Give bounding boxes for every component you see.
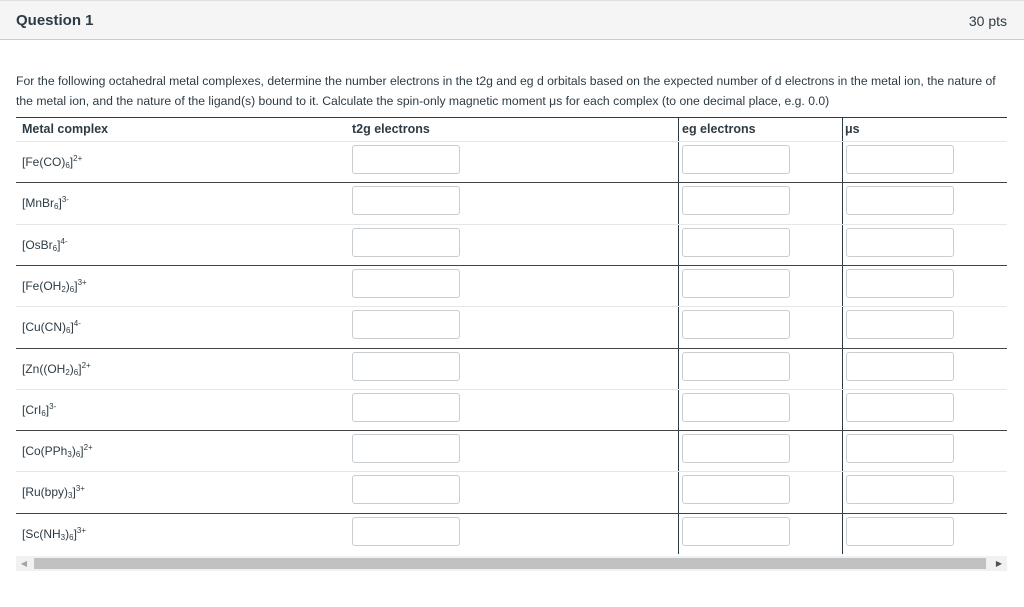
- t2g-input[interactable]: [352, 269, 460, 298]
- mu-input[interactable]: [846, 393, 954, 422]
- horizontal-scrollbar[interactable]: [16, 556, 1007, 571]
- formula-close: ]: [78, 361, 82, 376]
- scroll-left-icon[interactable]: ◀: [20, 559, 28, 568]
- formula-sub1: 3: [68, 491, 73, 501]
- mu-input[interactable]: [846, 228, 954, 257]
- metal-complex-formula: [22, 402, 56, 418]
- header-mu: μs: [845, 122, 860, 136]
- formula-sub1: 3: [67, 450, 72, 460]
- formula-mid: ): [69, 361, 74, 376]
- formula-open: [OsBr: [22, 237, 53, 252]
- formula-charge: 3+: [75, 484, 85, 494]
- question-title: Question 1: [16, 12, 94, 29]
- question-points: 30 pts: [968, 13, 1007, 29]
- formula-sub1: 6: [66, 326, 71, 336]
- formula-charge: 3-: [61, 195, 69, 205]
- mu-input[interactable]: [846, 475, 954, 504]
- mu-input[interactable]: [846, 434, 954, 463]
- mu-input[interactable]: [846, 517, 954, 546]
- question-header: [0, 0, 1024, 40]
- formula-charge: 4-: [60, 236, 68, 246]
- formula-sub1: 6: [65, 161, 70, 170]
- metal-complex-formula: [22, 154, 82, 170]
- eg-input[interactable]: [682, 434, 790, 463]
- formula-open: [Fe(OH: [22, 278, 62, 293]
- t2g-input[interactable]: [352, 434, 460, 463]
- metal-complex-formula: [22, 484, 85, 500]
- formula-mid: ]: [57, 237, 61, 252]
- table-row: [16, 141, 1007, 182]
- t2g-input[interactable]: [352, 186, 460, 215]
- formula-sub2: 6: [73, 367, 79, 377]
- metal-complex-formula: [22, 361, 91, 377]
- table-row: [16, 389, 1007, 430]
- eg-input[interactable]: [682, 269, 790, 298]
- formula-sub1: 2: [61, 284, 66, 294]
- formula-charge: 2+: [73, 154, 83, 163]
- t2g-input[interactable]: [352, 145, 460, 174]
- formula-open: [Cu(CN): [22, 320, 66, 335]
- formula-open: [Ru(bpy): [22, 485, 69, 500]
- header-t2g: t2g electrons: [352, 122, 430, 136]
- formula-open: [CrI: [22, 402, 42, 417]
- metal-complex-formula: [22, 319, 81, 335]
- metal-complex-formula: [22, 195, 69, 211]
- eg-input[interactable]: [682, 393, 790, 422]
- metal-complex-formula: [22, 526, 86, 542]
- formula-mid: ): [65, 526, 70, 541]
- table-row: [16, 471, 1007, 512]
- t2g-input[interactable]: [352, 310, 460, 339]
- scrollbar-thumb[interactable]: [34, 558, 986, 569]
- formula-mid: ]: [69, 155, 74, 169]
- mu-input[interactable]: [846, 352, 954, 381]
- formula-sub1: 2: [65, 367, 70, 377]
- t2g-input[interactable]: [352, 228, 460, 257]
- table-row: [16, 430, 1007, 471]
- eg-input[interactable]: [682, 475, 790, 504]
- formula-mid: ): [71, 444, 76, 459]
- formula-sub1: 6: [54, 202, 59, 212]
- formula-mid: ]: [45, 402, 50, 417]
- formula-close: ]: [80, 444, 84, 459]
- table-row: [16, 306, 1007, 347]
- formula-open: [Zn((OH: [22, 361, 66, 376]
- metal-complex-formula: [22, 443, 93, 459]
- formula-sub1: 3: [60, 532, 66, 542]
- formula-mid: ): [65, 278, 70, 293]
- mu-input[interactable]: [846, 269, 954, 298]
- formula-charge: 3+: [77, 277, 87, 287]
- eg-input[interactable]: [682, 352, 790, 381]
- formula-open: [Sc(NH: [22, 526, 61, 541]
- formula-charge: 3+: [76, 525, 87, 535]
- formula-sub1: 6: [41, 408, 46, 418]
- formula-mid: ]: [70, 320, 74, 335]
- formula-charge: 4-: [73, 319, 81, 329]
- mu-input[interactable]: [846, 310, 954, 339]
- table-row: [16, 513, 1007, 554]
- formula-open: [MnBr: [22, 196, 55, 211]
- formula-mid: ]: [58, 196, 62, 211]
- t2g-input[interactable]: [352, 475, 460, 504]
- table-row: [16, 348, 1007, 389]
- metal-complex-formula: [22, 237, 68, 253]
- formula-close: ]: [74, 278, 78, 293]
- table-row: [16, 265, 1007, 306]
- formula-charge: 2+: [81, 360, 91, 370]
- formula-mid: ]: [72, 485, 76, 500]
- scroll-right-icon[interactable]: ▶: [995, 559, 1003, 568]
- formula-open: [Co(PPh: [22, 444, 68, 459]
- t2g-input[interactable]: [352, 393, 460, 422]
- formula-close: ]: [73, 526, 77, 541]
- metal-complex-formula: [22, 278, 87, 294]
- eg-input[interactable]: [682, 186, 790, 215]
- table-row: [16, 224, 1007, 265]
- eg-input[interactable]: [682, 517, 790, 546]
- formula-sub2: 6: [69, 284, 75, 294]
- formula-sub1: 6: [52, 243, 58, 253]
- formula-charge: 2+: [83, 443, 93, 453]
- formula-sub2: 6: [75, 450, 81, 460]
- mu-input[interactable]: [846, 186, 954, 215]
- header-eg: eg electrons: [682, 122, 756, 136]
- table-header: [16, 118, 1007, 141]
- answer-table: [16, 117, 1007, 553]
- eg-input[interactable]: [682, 145, 790, 174]
- eg-input[interactable]: [682, 310, 790, 339]
- t2g-input[interactable]: [352, 517, 460, 546]
- header-metal-complex: Metal complex: [22, 122, 109, 136]
- question-text: For the following octahedral metal complexes, determine the number electrons in the t2g and eg d orbitals based on the expected number of d electrons in the metal ion, the nature of the metal ion, and the nature of the ligand(s) bound to it. Calculate the spin-only magnetic moment μs for each complex (to one decimal place, e.g. 0.0): [16, 74, 996, 108]
- eg-input[interactable]: [682, 228, 790, 257]
- formula-sub2: 6: [69, 532, 74, 542]
- table-row: [16, 182, 1007, 223]
- t2g-input[interactable]: [352, 352, 460, 381]
- formula-charge: 3-: [49, 401, 57, 411]
- mu-input[interactable]: [846, 145, 954, 174]
- formula-open: [Fe(CO): [22, 155, 66, 169]
